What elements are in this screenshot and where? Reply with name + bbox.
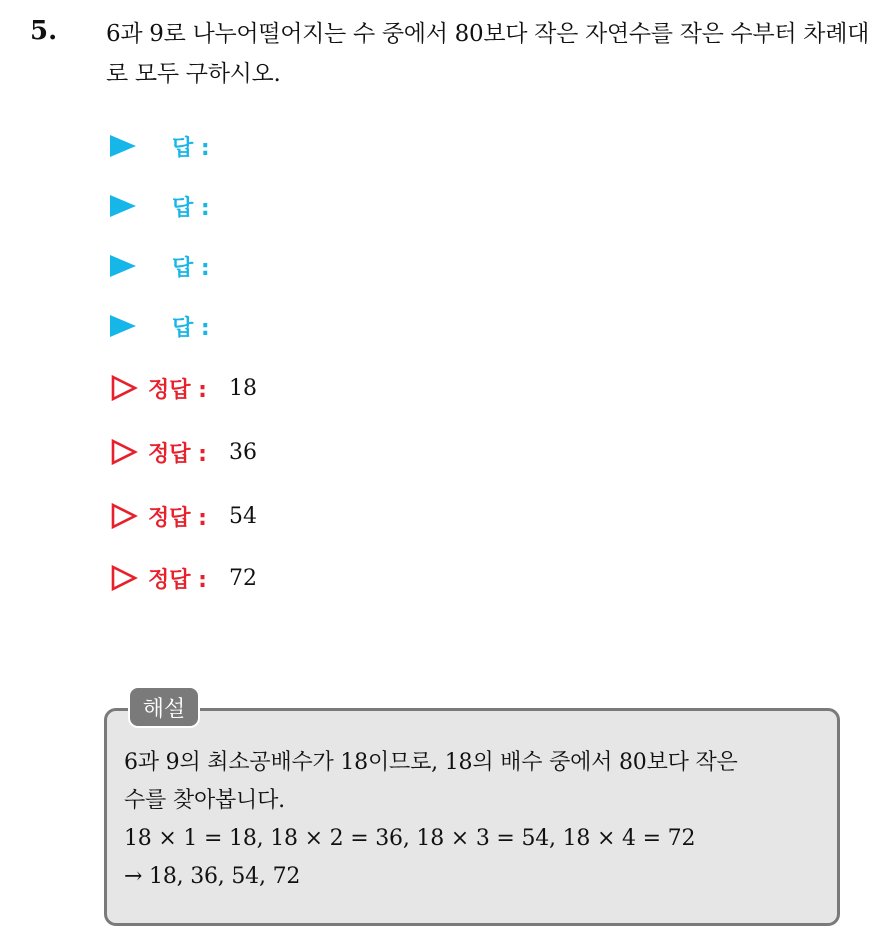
correct-answer-value: 72 (228, 565, 257, 591)
correct-answer-row (110, 434, 257, 470)
correct-answer-row (110, 370, 257, 406)
explanation-line: 수를 찾아봅니다. (124, 788, 285, 813)
correct-answer-label: 정답 : (148, 505, 207, 531)
play-arrow-icon (110, 135, 136, 157)
correct-answer-value: 54 (228, 503, 257, 529)
answer-blank-row[interactable] (110, 308, 210, 344)
answer-blank-label: 답 : (172, 255, 210, 281)
correct-answer-row (110, 560, 257, 596)
correct-answer-value: 36 (228, 439, 257, 465)
answer-blank-label: 답 : (172, 315, 210, 341)
correct-answer-label: 정답 : (148, 377, 207, 403)
question-number: 5. (30, 16, 58, 46)
explanation-line: → 18, 36, 54, 72 (124, 864, 301, 889)
question-text: 6과 9로 나누어떨어지는 수 중에서 80보다 작은 자연수를 작은 수부터 차례대로 모두 구하시오. (106, 21, 870, 87)
outline-arrow-icon (110, 503, 138, 529)
answer-blank-row[interactable] (110, 248, 210, 284)
answer-blank-row[interactable] (110, 188, 210, 224)
outline-arrow-icon (110, 375, 138, 401)
play-arrow-icon (110, 315, 136, 337)
explanation-line: 18 × 1 = 18, 18 × 2 = 36, 18 × 3 = 54, 18 × 4 = 72 (124, 826, 696, 851)
explanation-tab: 해설 (128, 686, 200, 728)
outline-arrow-icon (110, 565, 138, 591)
explanation-line: 6과 9의 최소공배수가 18이므로, 18의 배수 중에서 80보다 작은 (124, 750, 738, 775)
correct-answer-row (110, 498, 257, 534)
answer-blank-label: 답 : (172, 135, 210, 161)
answer-blank-label: 답 : (172, 195, 210, 221)
answer-blank-row[interactable] (110, 128, 210, 164)
correct-answer-value: 18 (228, 375, 257, 401)
play-arrow-icon (110, 255, 136, 277)
correct-answer-label: 정답 : (148, 567, 207, 593)
play-arrow-icon (110, 195, 136, 217)
correct-answer-label: 정답 : (148, 441, 207, 467)
outline-arrow-icon (110, 439, 138, 465)
explanation-text (124, 744, 824, 896)
